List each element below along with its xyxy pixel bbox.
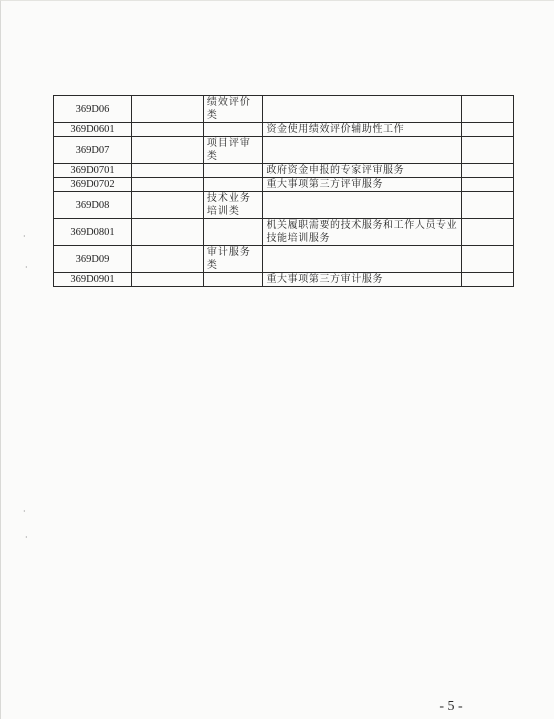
category-cell	[203, 273, 263, 287]
description-cell: 政府资金申报的专家评审服务	[263, 164, 461, 178]
empty-cell	[132, 164, 204, 178]
table-row	[54, 192, 514, 219]
code-cell: 369D0702	[54, 178, 132, 192]
category-cell	[203, 219, 263, 246]
description-cell: 资金使用绩效评价辅助性工作	[263, 123, 461, 137]
table-row	[54, 178, 514, 192]
table-row	[54, 164, 514, 178]
empty-cell	[461, 137, 513, 164]
empty-cell	[461, 178, 513, 192]
category-cell: 技术业务培训类	[203, 192, 263, 219]
description-cell: 机关履职需要的技术服务和工作人员专业技能培训服务	[263, 219, 461, 246]
empty-cell	[461, 96, 513, 123]
description-cell	[263, 246, 461, 273]
scan-speck: ·	[23, 232, 26, 241]
empty-cell	[132, 192, 204, 219]
code-cell: 369D09	[54, 246, 132, 273]
empty-cell	[132, 219, 204, 246]
empty-cell	[132, 137, 204, 164]
category-cell	[203, 123, 263, 137]
description-cell	[263, 137, 461, 164]
page-number: - 5 -	[439, 699, 463, 714]
empty-cell	[132, 123, 204, 137]
service-catalog-table	[53, 95, 514, 287]
description-cell: 重大事项第三方审计服务	[263, 273, 461, 287]
table-row	[54, 219, 514, 246]
empty-cell	[461, 219, 513, 246]
category-cell	[203, 164, 263, 178]
description-cell	[263, 96, 461, 123]
category-cell: 审计服务类	[203, 246, 263, 273]
table-row	[54, 246, 514, 273]
empty-cell	[461, 273, 513, 287]
scan-speck: ·	[25, 263, 28, 272]
empty-cell	[461, 192, 513, 219]
code-cell: 369D08	[54, 192, 132, 219]
category-cell	[203, 178, 263, 192]
code-cell: 369D07	[54, 137, 132, 164]
code-cell: 369D0901	[54, 273, 132, 287]
scan-speck: ·	[23, 507, 26, 516]
description-cell: 重大事项第三方评审服务	[263, 178, 461, 192]
table-row	[54, 123, 514, 137]
empty-cell	[132, 96, 204, 123]
code-cell: 369D0701	[54, 164, 132, 178]
code-cell: 369D06	[54, 96, 132, 123]
empty-cell	[461, 246, 513, 273]
empty-cell	[132, 273, 204, 287]
scan-speck: ·	[25, 533, 28, 542]
empty-cell	[461, 123, 513, 137]
empty-cell	[132, 178, 204, 192]
description-cell	[263, 192, 461, 219]
category-cell: 绩效评价类	[203, 96, 263, 123]
code-cell: 369D0801	[54, 219, 132, 246]
table-row	[54, 273, 514, 287]
code-cell: 369D0601	[54, 123, 132, 137]
table-row	[54, 137, 514, 164]
empty-cell	[461, 164, 513, 178]
empty-cell	[132, 246, 204, 273]
category-cell: 项目评审类	[203, 137, 263, 164]
table-row	[54, 96, 514, 123]
